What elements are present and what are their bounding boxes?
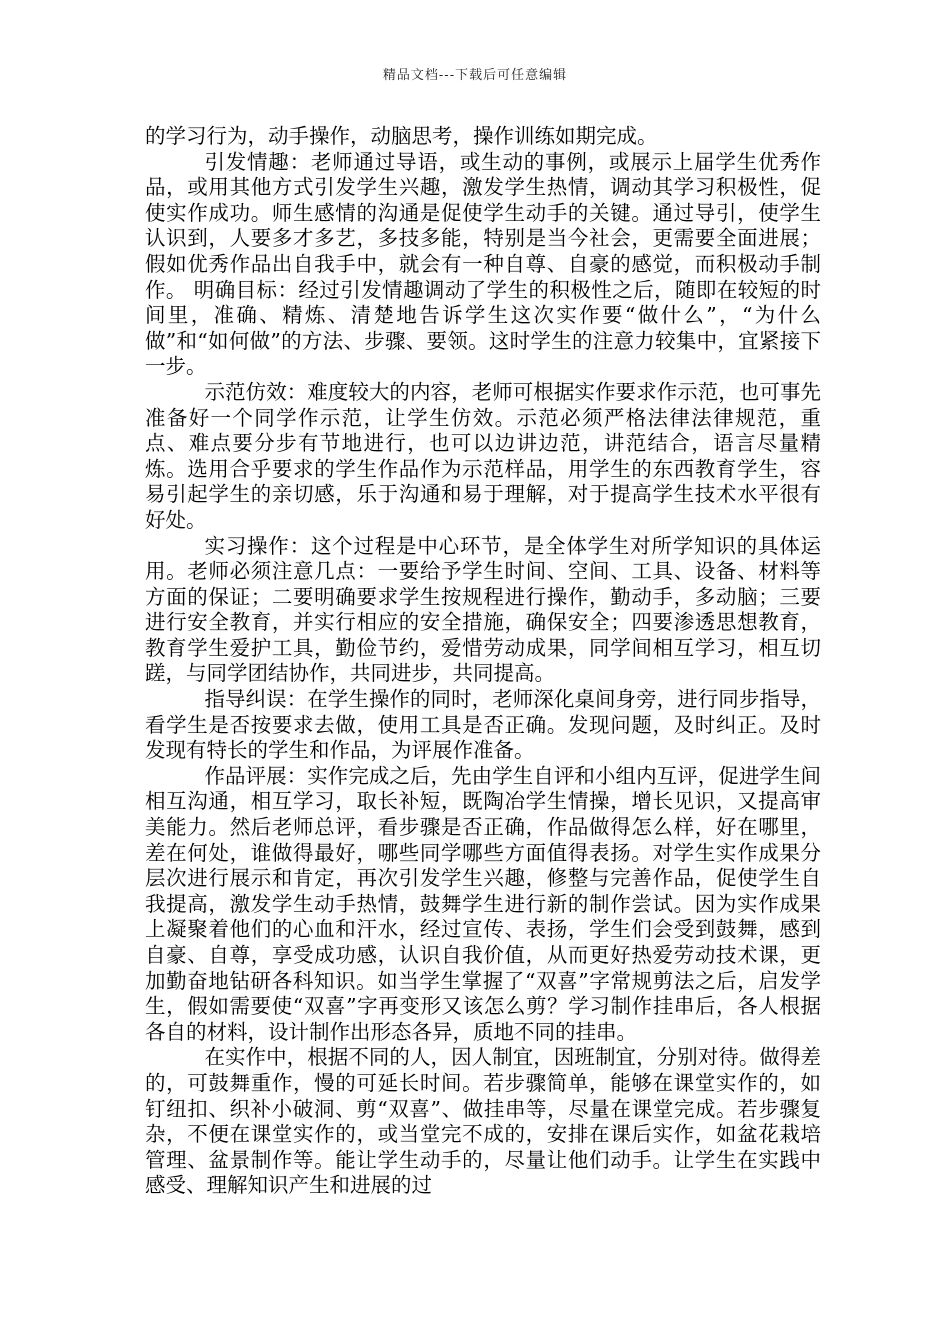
paragraph-differentiation: 在实作中，根据不同的人，因人制宜，因班制宜，分别对待。做得差的，可鼓舞重作，慢的可延长时间。若步骤简单，能够在课堂实作的，如钉纽扣、织补小破洞、剪“双喜”、做挂串等，尽量在课堂完成。若步骤复杂，不便在课堂实作的，或当堂完不成的，安排在课后实作，如盆花栽培管理、盆景制作等。能让学生动手的，尽量让他们动手。让学生在实践中感受、理解知识产生和进展的过 (145, 1045, 821, 1198)
paragraph-guidance: 指导纠误：在学生操作的同时，老师深化桌间身旁，进行同步指导，看学生是否按要求去做，使用工具是否正确。发现问题，及时纠正。及时发现有特长的学生和作品，为评展作准备。 (145, 687, 821, 763)
document-body (145, 124, 821, 1199)
paragraph-continuation: 的学习行为，动手操作，动脑思考，操作训练如期完成。 (145, 124, 658, 148)
page-header: 精品文档---下载后可任意编辑 (382, 68, 568, 83)
paragraph-arouse-interest: 引发情趣：老师通过导语，或生动的事例，或展示上届学生优秀作品，或用其他方式引发学生兴趣，激发学生热情，调动其学习积极性，促使实作成功。师生感情的沟通是促使学生动手的关键。通过导引，使学生认识到，人要多才多艺，多技多能，特别是当今社会，更需要全面进展；假如优秀作品出自我手中，就会有一种自尊、自豪的感觉，而积极动手制作。 明确目标：经过引发情趣调动了学生的积极性之后，随即在较短的时间里，准确、精炼、清楚地告诉学生这次实作要“做什么”，“为什么做”和“如何做”的方法、步骤、要领。这时学生的注意力较集中，宜紧接下一步。 (145, 149, 821, 379)
paragraph-practice: 实习操作：这个过程是中心环节，是全体学生对所学知识的具体运用。老师必须注意几点：一要给予学生时间、空间、工具、设备、材料等方面的保证；二要明确要求学生按规程进行操作，勤动手，多动脑；三要进行安全教育，并实行相应的安全措施，确保安全；四要渗透思想教育，教育学生爱护工具，勤俭节约，爱惜劳动成果，同学间相互学习，相互切蹉，与同学团结协作，共同进步，共同提高。 (145, 533, 821, 686)
paragraph-demonstration: 示范仿效：难度较大的内容，老师可根据实作要求作示范，也可事先准备好一个同学作示范，让学生仿效。示范必须严格法律法律规范，重点、难点要分步有节地进行，也可以边讲边范，讲范结合，语言尽量精炼。选用合乎要求的学生作品作为示范样品，用学生的东西教育学生，容易引起学生的亲切感，乐于沟通和易于理解，对于提高学生技术水平很有好处。 (145, 379, 821, 532)
paragraph-evaluation: 作品评展：实作完成之后，先由学生自评和小组内互评，促进学生间相互沟通，相互学习，取长补短，既陶冶学生情操，增长见识，又提高审美能力。然后老师总评，看步骤是否正确，作品做得怎么样，好在哪里，差在何处，谁做得最好，哪些同学哪些方面值得表扬。对学生实作成果分层次进行展示和肯定，再次引发学生兴趣，修整与完善作品，促使学生自我提高，激发学生动手热情，鼓舞学生进行新的制作尝试。因为实作成果上凝聚着他们的心血和汗水，经过宣传、表扬，学生们会受到鼓舞，感到自豪、自尊，享受成功感，认识自我价值，从而更好热爱劳动技术课，更加勤奋地钻研各科知识。如当学生掌握了“双喜”字常规剪法之后，启发学生，假如需要使“双喜”字再变形又该怎么剪？学习制作挂串后，各人根据各自的材料，设计制作出形态各异，质地不同的挂串。 (145, 763, 821, 1044)
